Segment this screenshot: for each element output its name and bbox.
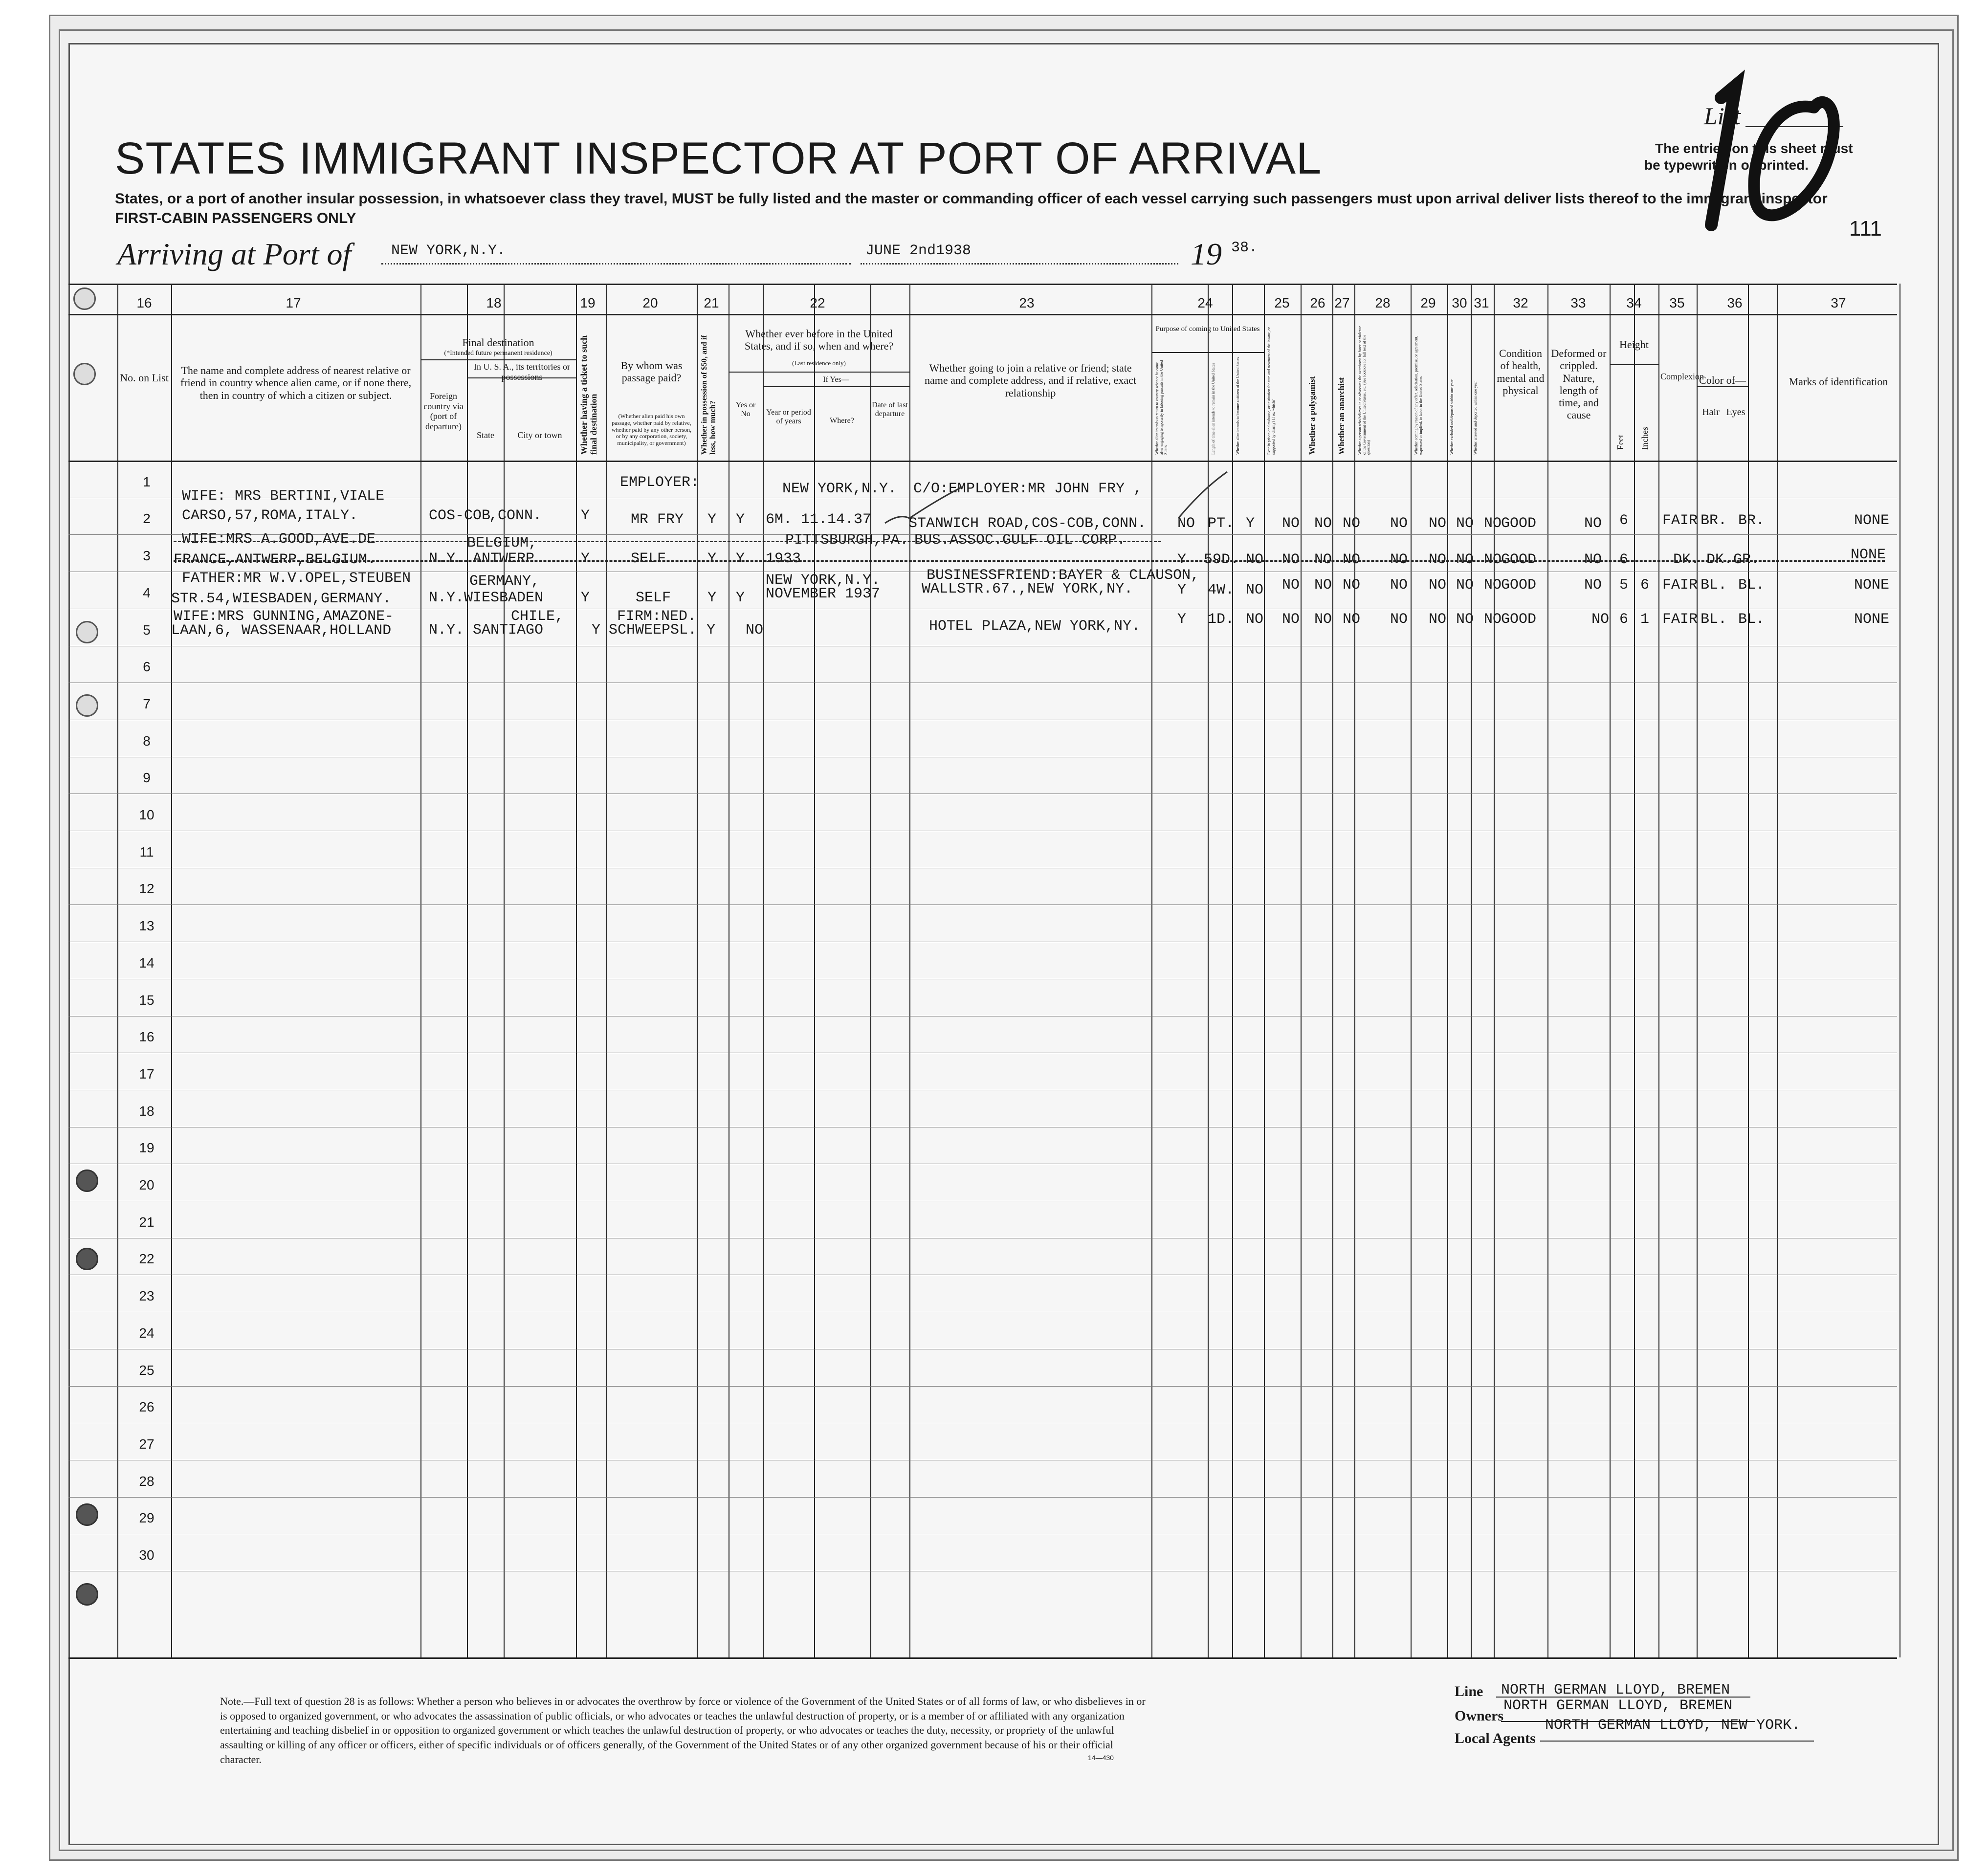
col-number: 26 [1310, 295, 1325, 310]
col-number: 36 [1727, 295, 1743, 310]
r3-before-yn: Y [736, 590, 745, 606]
r3-complexion: FAIR [1662, 577, 1698, 594]
header-state: State [477, 430, 494, 440]
row-number: 20 [139, 1177, 155, 1192]
year-suffix: 38. [1231, 240, 1258, 256]
handwritten-check [1173, 469, 1232, 523]
col-divider [1547, 284, 1548, 1657]
header-foreign-country: Foreign country via (port of departure) [423, 391, 464, 432]
list-label: List [1704, 102, 1741, 130]
r1-state-city: ,CONN. [489, 507, 542, 524]
r2-before-where: PITTSBURGH,PA. [785, 532, 909, 549]
subheader-rule [729, 372, 909, 373]
subheader-rule [1697, 386, 1748, 387]
punch-hole [73, 363, 96, 385]
header-passage-paid: By whom was passage paid? [620, 359, 683, 384]
col-divider [606, 284, 607, 1657]
punch-hole [76, 1503, 98, 1526]
row-rule [68, 904, 1897, 905]
r3-join: WALLSTR.67.,NEW YORK,NY. [922, 581, 1133, 597]
r2-c29: NO [1429, 551, 1447, 568]
punch-hole [76, 1583, 98, 1606]
header-excluded: Whether excluded and deported within one year [1450, 379, 1454, 455]
r2-paid: SELF [631, 551, 666, 567]
row-number: 17 [139, 1066, 155, 1081]
punch-hole [73, 287, 96, 310]
r4-c28: NO [1390, 611, 1408, 628]
r3-paid: SELF [636, 590, 671, 606]
header-prison: Ever in prison or almshouse, or institution for care and treatment of the insane, or supported by charity? If so, which? [1267, 327, 1276, 455]
r3-c31: NO [1484, 577, 1502, 594]
agents-underline [1540, 1741, 1814, 1742]
table-top-rule [68, 284, 1897, 285]
header-overthrow: Whether a person who believes in or advocates the overthrow by force or violence of the Government of the United States, etc. (See footnote for full text of the question) [1358, 326, 1371, 455]
r1-relative: CARSO,57,ROMA,ITALY. [182, 507, 358, 524]
header-if-yes: If Yes— [823, 375, 849, 384]
owners-value: NORTH GERMAN LLOYD, BREMEN [1503, 1698, 1733, 1714]
r3-deformed: NO [1584, 577, 1602, 594]
r4-inches: 1 [1640, 611, 1650, 628]
r3-c24a: Y [1177, 582, 1187, 598]
col-number: 25 [1274, 295, 1290, 310]
r1-deformed: NO [1584, 515, 1602, 532]
row-number: 24 [139, 1325, 155, 1341]
r3-c28: NO [1390, 577, 1408, 594]
row-number: 7 [143, 696, 151, 711]
r4-eyes: BL. [1738, 611, 1765, 628]
r2-c24a: Y [1177, 551, 1187, 568]
r2-c24c: NO [1246, 551, 1264, 568]
column-number-rule [68, 314, 1897, 315]
r2-foreign: BELGIUM, [467, 535, 538, 551]
r2-before-year: 1933 [766, 551, 801, 567]
col-divider [1610, 284, 1611, 1657]
row-rule [68, 1386, 1897, 1387]
col-divider [1264, 284, 1265, 1657]
col-number: 34 [1626, 295, 1642, 310]
r2-c30: NO [1456, 551, 1474, 568]
r4-feet: 6 [1619, 611, 1629, 628]
r1-before-yn: Y [736, 511, 745, 528]
row-number: 22 [139, 1251, 155, 1266]
col-number: 29 [1420, 295, 1436, 310]
port-underline [381, 263, 851, 265]
r3-ticket: Y [581, 590, 590, 606]
r1-paid: EMPLOYER: [620, 474, 700, 491]
r1-relative: WIFE: MRS BERTINI,VIALE [182, 488, 385, 505]
col-divider [763, 284, 764, 1657]
col-divider [1494, 284, 1495, 1657]
r4-relative: LAAN,6, WASSENAAR,HOLLAND [171, 622, 392, 639]
r1-c30: NO [1456, 515, 1474, 532]
row-number: 25 [139, 1363, 155, 1378]
footnote-question-28: Note.—Full text of question 28 is as follows: Whether a person who believes in or advocates the overthrow by force or violence of the Government of the United States or of all forms of law, or who disbelieves in or is opposed to organized government, or who advocates the assassination of public officials, or who advocates or teaches the unlawful destruction of property, or is a member of or affiliated with any organization entertaining and teaching disbelief in or opposition to organized government or which teaches the unlawful destruction of property, or who advocates or teaches the duty, necessity, or propriety of the unlawful assaulting or killing of any officer or officers, either of specific individuals or of officers generally, of the Government of the United States or of any other organized government because of his or their official character. [220, 1695, 1146, 1765]
r4-deformed: NO [1591, 611, 1610, 628]
r2-money: Y [707, 551, 717, 567]
row-number: 27 [139, 1436, 155, 1452]
r3-foreign: N.Y.WIESBADEN [429, 590, 544, 606]
subheader-rule [420, 359, 576, 360]
punch-hole [76, 1248, 98, 1270]
header-eyes: Eyes [1726, 407, 1745, 418]
punch-hole [76, 1169, 98, 1192]
subheader-rule [763, 386, 909, 387]
col-divider [1411, 284, 1412, 1657]
r3-relative: STR.54,WIESBADEN,GERMANY. [171, 591, 392, 607]
punch-hole [76, 694, 98, 717]
r4-c24b: 1D. [1208, 611, 1235, 628]
header-final-destination: Final destination [462, 336, 534, 349]
r3-hair: BL. [1701, 577, 1727, 594]
line-label: Line [1455, 1683, 1483, 1699]
owners-label: Owners [1455, 1708, 1503, 1724]
r3-eyes: BL. [1738, 577, 1765, 594]
r1-c29: NO [1429, 515, 1447, 532]
col-divider [576, 284, 577, 1657]
header-bottom-rule [68, 461, 1897, 462]
header-purpose: Purpose of coming to United States [1155, 325, 1260, 333]
col-divider [1354, 284, 1355, 1657]
header-ever-before: Whether ever before in the United States, and if so, when and where? [744, 328, 894, 353]
row-number: 12 [139, 881, 155, 896]
r4-c24c: NO [1246, 611, 1264, 628]
r2-hair: DK. [1706, 551, 1733, 568]
row-number: 21 [139, 1214, 155, 1230]
row-number: 29 [139, 1510, 155, 1525]
r3-money: Y [707, 590, 717, 606]
header-color-of: Color of— [1699, 374, 1746, 386]
r1-money: Y [707, 511, 717, 528]
header-city: City or town [517, 430, 562, 440]
r4-c30: NO [1456, 611, 1474, 628]
r1-c31: NO [1484, 515, 1502, 532]
r2-deformed: NO [1584, 551, 1602, 568]
r1-health: GOOD [1501, 515, 1537, 532]
col-number: 21 [704, 295, 719, 310]
header-no-on-list: No. on List [120, 372, 169, 384]
r3-before: NOVEMBER 1937 [766, 586, 881, 602]
r2-strikethrough [174, 541, 1161, 542]
header-yes-or-no: Yes or No [735, 401, 756, 419]
r2-health: GOOD [1501, 551, 1537, 568]
header-relative: The name and complete address of nearest relative or friend in country whence alien came, or if none there, then in country of which a citizen or subject. [180, 364, 412, 401]
r4-paid: FIRM:NED. [617, 608, 697, 625]
header-marks: Marks of identification [1789, 375, 1888, 388]
r4-foreign: N.Y. SANTIAGO [429, 622, 544, 639]
r4-money: Y [707, 622, 716, 639]
col-number: 32 [1513, 295, 1528, 310]
r2-c27: NO [1343, 551, 1361, 568]
header-last-residence: (Last residence only) [792, 359, 846, 367]
header-arrested: Whether arrested and deported within one year [1473, 381, 1478, 455]
r4-c27: NO [1343, 611, 1361, 628]
r3-c25: NO [1282, 577, 1300, 594]
header-purpose-citizen: Whether alien intends to become a citizen of the United States [1236, 357, 1240, 455]
col-divider [420, 284, 421, 1657]
r1-c27: NO [1343, 515, 1361, 532]
header-height: Height [1619, 338, 1649, 351]
row-number: 16 [139, 1029, 155, 1044]
r1-ticket: Y [581, 507, 590, 524]
r3-c29: NO [1429, 577, 1447, 594]
r4-c31: NO [1484, 611, 1502, 628]
row-number: 28 [139, 1474, 155, 1489]
col-number: 24 [1197, 295, 1213, 310]
subheader-rule [1610, 364, 1658, 365]
r3-join: BUSINESSFRIEND:BAYER & CLAUSON, [927, 567, 1200, 584]
r2-c31: NO [1484, 551, 1502, 568]
col-divider [1748, 284, 1749, 1657]
row-number: 19 [139, 1140, 155, 1155]
r4-ticket: Y [592, 622, 601, 639]
r4-paid: SCHWEEPSL. [609, 622, 697, 639]
col-number: 28 [1375, 295, 1391, 310]
port-value: NEW YORK,N.Y. [391, 243, 506, 259]
col-number: 17 [286, 295, 301, 310]
col-divider [1471, 284, 1472, 1657]
arriving-label: Arriving at Port of [117, 237, 352, 271]
r3-relative: FATHER:MR W.V.OPEL,STEUBEN [182, 570, 411, 587]
r1-join: C/O:EMPLOYER:MR JOHN FRY , [913, 481, 1143, 497]
header-purpose-length: Length of time alien intends to remain in the United States [1211, 363, 1215, 455]
row-number: 26 [139, 1399, 155, 1414]
r1-c24c: Y [1246, 515, 1255, 532]
header-where: Where? [830, 417, 854, 425]
col-number: 27 [1334, 295, 1350, 310]
col-number: 16 [136, 295, 152, 310]
row-number: 8 [143, 733, 151, 749]
r1-c25: NO [1282, 515, 1300, 532]
r3-foreign: GERMANY, [469, 573, 540, 590]
r4-relative: WIFE:MRS GUNNING,AMAZONE- [174, 608, 394, 625]
local-agents-label: Local Agents [1455, 1730, 1536, 1746]
col-divider [1332, 284, 1333, 1657]
date-underline [861, 263, 1178, 265]
r1-hair: BR. [1701, 512, 1727, 529]
r1-join: STANWICH ROAD,COS-COB,CONN. [908, 515, 1147, 532]
page-title: STATES IMMIGRANT INSPECTOR AT PORT OF ARRIVAL [115, 133, 1322, 183]
r2-before-yn: Y [736, 551, 745, 567]
row-rule [68, 1497, 1897, 1498]
r4-c29: NO [1429, 611, 1447, 628]
punch-hole [76, 621, 98, 643]
r2-c24b: 59D. [1204, 551, 1239, 568]
header-polygamist: Whether a polygamist [1307, 376, 1317, 455]
row-number: 11 [139, 844, 154, 860]
r2-feet: 6 [1619, 551, 1629, 568]
col-divider [1777, 284, 1778, 1657]
r3-feet: 5 [1619, 577, 1629, 594]
r3-before: NEW YORK,N.Y. [766, 572, 881, 589]
col-number: 35 [1669, 295, 1685, 310]
r3-inches: 6 [1640, 577, 1650, 594]
row-number: 15 [139, 993, 155, 1008]
r4-hair: BL. [1701, 611, 1727, 628]
col-divider [467, 284, 468, 1657]
row-number: 13 [139, 918, 155, 933]
header-last-departure: Date of last departure [872, 401, 908, 419]
col-number: 20 [642, 295, 658, 310]
subheader-rule [1151, 352, 1264, 353]
col-number: 18 [486, 295, 502, 310]
r4-c26: NO [1314, 611, 1332, 628]
r1-c26: NO [1314, 515, 1332, 532]
r1-feet: 6 [1619, 512, 1629, 529]
r4-health: GOOD [1501, 611, 1537, 628]
header-final-destination-note: (*Intended future permanent residence) [444, 350, 552, 357]
header-inches: Inches [1640, 427, 1650, 450]
r1-complexion: FAIR [1662, 512, 1698, 529]
header-labor-offer: Whether coming by reason of any offer, solicitation, promise, or agreement, expressed or implied, to labor in the United States [1414, 335, 1423, 455]
r2-complexion: DK. [1673, 551, 1700, 568]
col-number: 23 [1019, 295, 1035, 310]
r1-before-detail: NEW YORK,N.Y. [782, 481, 897, 497]
r1-eyes: BR. [1738, 512, 1765, 529]
row-number: 6 [143, 659, 151, 674]
header-purpose-return: Whether alien intends to return to country whence he came after engaging temporarily in laboring pursuits in the United States [1155, 360, 1168, 455]
r4-marks: NONE [1854, 611, 1890, 628]
r4-foreign: CHILE, [511, 608, 564, 625]
r3-c24b: 4W. [1208, 582, 1235, 598]
r2-relative: WIFE:MRS A.GOOD,AVE.DE [182, 531, 376, 548]
row-number: 4 [143, 585, 151, 600]
col-divider [1232, 284, 1233, 1657]
r2-foreign: N.Y. ANTWERP [429, 551, 535, 567]
r2-eyes: GR. [1733, 551, 1760, 568]
r1-c24b: PT. [1208, 515, 1235, 532]
r3-c26: NO [1314, 577, 1332, 594]
r3-marks: NONE [1854, 577, 1890, 594]
entries-note: The entries on this sheet must [1655, 141, 1853, 156]
r2-strikethrough [174, 560, 1885, 562]
r2-c25: NO [1282, 551, 1300, 568]
col-number: 31 [1474, 295, 1489, 310]
col-divider [1634, 284, 1635, 1657]
header-complexion: Complexion [1660, 372, 1704, 381]
local-agents-value: NORTH GERMAN LLOYD, NEW YORK. [1545, 1717, 1801, 1734]
col-number: 37 [1831, 295, 1846, 310]
table-bottom-rule [68, 1657, 1897, 1659]
handwritten-check [880, 484, 968, 533]
col-divider [171, 284, 172, 1657]
col-divider [1151, 284, 1152, 1657]
r3-health: GOOD [1501, 577, 1537, 594]
row-number: 3 [143, 548, 151, 563]
entries-note: be typewritten or printed. [1644, 157, 1809, 173]
row-number: 10 [139, 807, 155, 822]
r2-c28: NO [1390, 551, 1408, 568]
col-divider [1658, 284, 1659, 1657]
r1-paid: MR FRY [631, 511, 684, 528]
col-divider [117, 284, 118, 1657]
r1-before-detail: 6M. 11.14.37 [766, 511, 872, 528]
r3-c24c: NO [1246, 582, 1264, 598]
row-number: 23 [139, 1288, 155, 1303]
r2-c26: NO [1314, 551, 1332, 568]
row-number: 5 [143, 622, 151, 638]
r2-relative: FRANCE,ANTWERP,BELGIUM. [174, 551, 376, 568]
col-divider [1301, 284, 1302, 1657]
form-code: 14—430 [1088, 1754, 1114, 1762]
r4-c25: NO [1282, 611, 1300, 628]
header-feet: Feet [1615, 435, 1625, 450]
col-divider [504, 284, 505, 1657]
header-passage-note: (Whether alien paid his own passage, whether paid by relative, whether paid by any other person, or by any corporation, society, municipality, or government) [611, 413, 692, 447]
header-join-relative: Whether going to join a relative or friend; state name and complete address, and if relative, exact relationship [924, 362, 1137, 399]
line-value: NORTH GERMAN LLOYD, BREMEN [1501, 1682, 1730, 1699]
passenger-class: FIRST-CABIN PASSENGERS ONLY [115, 210, 356, 226]
r1-foreign: COS-COB [429, 507, 491, 524]
header-health: Condition of health, mental and physical [1497, 347, 1545, 397]
r4-join: HOTEL PLAZA,NEW YORK,NY. [929, 618, 1141, 635]
r4-c24a: Y [1177, 611, 1187, 628]
r1-marks: NONE [1854, 512, 1890, 529]
r3-c30: NO [1456, 577, 1474, 594]
r1-c24a: NO [1177, 515, 1195, 532]
header-hair: Hair [1702, 407, 1720, 418]
col-divider [1447, 284, 1448, 1657]
header-ticket: Whether having a ticket to such final destination [579, 335, 598, 455]
r2-join: BUS.ASSOC.GULF OIL CORP. [914, 532, 1126, 549]
r1-c28: NO [1390, 515, 1408, 532]
r3-c27: NO [1343, 577, 1361, 594]
row-number: 18 [139, 1103, 155, 1119]
col-number: 33 [1570, 295, 1586, 310]
r4-complexion: FAIR [1662, 611, 1698, 628]
col-number: 19 [580, 295, 596, 310]
row-number: 2 [143, 511, 151, 526]
handwritten-list-number [1701, 78, 1858, 240]
row-number: 9 [143, 770, 151, 785]
header-anarchist: Whether an anarchist [1337, 377, 1346, 455]
col-number: 22 [810, 295, 825, 310]
row-number: 14 [139, 955, 155, 971]
row-number: 30 [139, 1547, 155, 1563]
col-number: 30 [1452, 295, 1467, 310]
r4-before-yn: NO [746, 622, 764, 639]
year-prefix: 19 [1191, 237, 1222, 271]
r2-ticket: Y [581, 551, 590, 567]
page-number: 111 [1849, 217, 1882, 241]
r2-marks: NONE [1851, 547, 1886, 563]
instructions-line: States, or a port of another insular possession, in whatsoever class they travel, MUST be fully listed and the master or commanding officer of each vessel carrying such passengers must upon arrival deliver lists thereof to the immigrant inspector [115, 191, 1828, 207]
header-deformed: Deformed or crippled. Nature, length of time, and cause [1551, 347, 1607, 421]
row-number: 1 [143, 474, 151, 489]
header-fifty-dollars: Whether in possession of $50, and if less, how much? [700, 335, 717, 455]
header-in-usa: In U. S. A., its territories or possessions [474, 362, 570, 382]
header-year-period: Year or period of years [766, 408, 811, 426]
col-divider [1697, 284, 1698, 1657]
date-value: JUNE 2nd1938 [865, 243, 972, 259]
